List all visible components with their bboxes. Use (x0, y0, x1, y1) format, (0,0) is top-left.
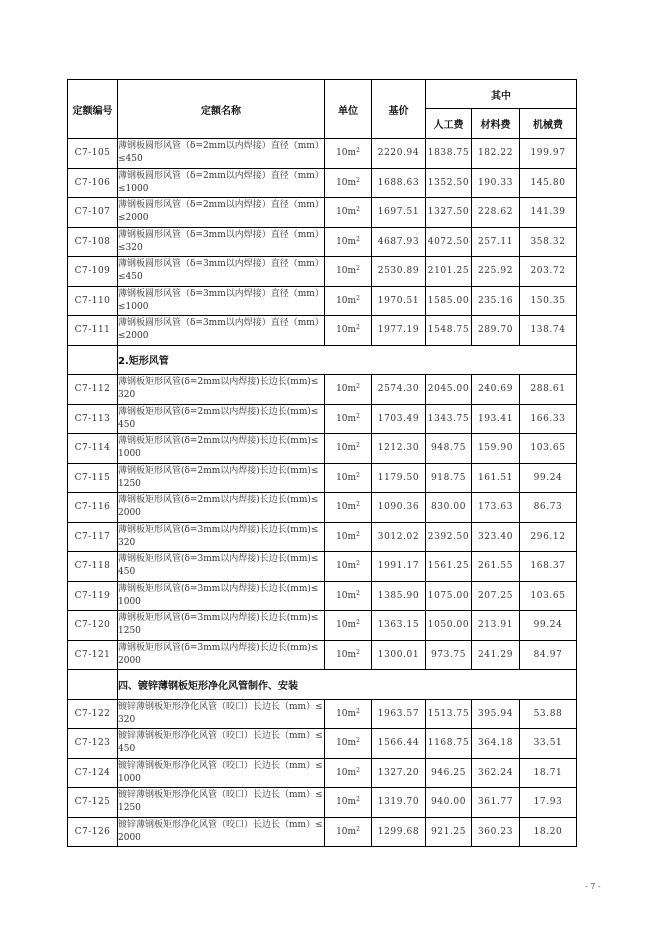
header-of-which: 其中 (426, 80, 577, 109)
machine-cost: 168.37 (520, 552, 577, 582)
labor-cost: 1075.00 (426, 581, 472, 611)
material-cost: 213.91 (472, 611, 520, 641)
labor-cost: 1168.75 (426, 729, 472, 759)
table-row (68, 434, 577, 464)
material-cost: 362.24 (472, 758, 520, 788)
unit-value: 10m (336, 826, 357, 837)
machine-cost: 358.32 (520, 227, 577, 257)
unit-value: 10m (336, 325, 357, 336)
unit-superscript: 2 (356, 766, 360, 774)
header-code: 定额编号 (68, 80, 118, 139)
material-cost: 257.11 (472, 227, 520, 257)
quota-code: C7-113 (68, 404, 118, 434)
quota-unit (325, 463, 372, 493)
table-row (68, 198, 577, 228)
labor-cost: 1838.75 (426, 139, 472, 169)
unit-value: 10m (336, 708, 357, 719)
quota-name: 薄钢板矩形风管(δ=3mm以内焊接)长边长(mm)≤450 (118, 552, 325, 582)
quota-name: 镀锌薄钢板矩形净化风管（咬口）长边长（mm）≤1250 (118, 788, 325, 818)
unit-superscript: 2 (356, 796, 360, 804)
material-cost: 235.16 (472, 286, 520, 316)
labor-cost: 1585.00 (426, 286, 472, 316)
unit-value: 10m (336, 384, 357, 395)
machine-cost: 86.73 (520, 493, 577, 523)
unit-superscript: 2 (356, 324, 360, 332)
quota-code: C7-110 (68, 286, 118, 316)
machine-cost: 145.80 (520, 168, 577, 198)
unit-value: 10m (336, 148, 357, 159)
quota-name: 薄钢板圆形风管（δ=2mm以内焊接）直径（mm）≤1000 (118, 168, 325, 198)
section-title: 2.矩形风管 (118, 345, 577, 375)
unit-superscript: 2 (356, 294, 360, 302)
quota-unit (325, 257, 372, 287)
quota-name: 薄钢板圆形风管（δ=3mm以内焊接）直径（mm）≤320 (118, 227, 325, 257)
base-price: 1327.20 (372, 758, 426, 788)
quota-code: C7-109 (68, 257, 118, 287)
quota-unit (325, 788, 372, 818)
section-code-cell (68, 345, 118, 375)
material-cost: 173.63 (472, 493, 520, 523)
base-price: 1688.63 (372, 168, 426, 198)
quota-code: C7-112 (68, 375, 118, 405)
material-cost: 182.22 (472, 139, 520, 169)
unit-value: 10m (336, 590, 357, 601)
material-cost: 360.23 (472, 817, 520, 847)
table-row (68, 699, 577, 729)
quota-code: C7-117 (68, 522, 118, 552)
machine-cost: 166.33 (520, 404, 577, 434)
unit-superscript: 2 (356, 737, 360, 745)
quota-name: 薄钢板矩形风管(δ=2mm以内焊接)长边长(mm)≤1250 (118, 463, 325, 493)
section-row (68, 345, 577, 375)
base-price: 1970.51 (372, 286, 426, 316)
unit-value: 10m (336, 561, 357, 572)
quota-code: C7-108 (68, 227, 118, 257)
unit-superscript: 2 (356, 383, 360, 391)
page-number: - 7 - (585, 882, 601, 891)
unit-value: 10m (336, 413, 357, 424)
quota-name: 薄钢板矩形风管(δ=2mm以内焊接)长边长(mm)≤1000 (118, 434, 325, 464)
quota-unit (325, 168, 372, 198)
quota-name: 薄钢板矩形风管(δ=3mm以内焊接)长边长(mm)≤1000 (118, 581, 325, 611)
quota-code: C7-119 (68, 581, 118, 611)
material-cost: 228.62 (472, 198, 520, 228)
quota-unit (325, 286, 372, 316)
header-name: 定额名称 (118, 80, 325, 139)
table-row (68, 758, 577, 788)
base-price: 1299.68 (372, 817, 426, 847)
table-row (68, 286, 577, 316)
table-row (68, 316, 577, 346)
quota-name: 镀锌薄钢板矩形净化风管（咬口）长边长（mm）≤450 (118, 729, 325, 759)
section-title: 四、镀锌薄钢板矩形净化风管制作、安装 (118, 670, 577, 700)
unit-superscript: 2 (356, 501, 360, 509)
table-row (68, 817, 577, 847)
table-row (68, 463, 577, 493)
unit-superscript: 2 (356, 176, 360, 184)
machine-cost: 138.74 (520, 316, 577, 346)
quota-code: C7-107 (68, 198, 118, 228)
material-cost: 289.70 (472, 316, 520, 346)
unit-value: 10m (336, 295, 357, 306)
material-cost: 395.94 (472, 699, 520, 729)
table-row (68, 522, 577, 552)
machine-cost: 288.61 (520, 375, 577, 405)
unit-superscript: 2 (356, 530, 360, 538)
table-row (68, 493, 577, 523)
labor-cost: 4072.50 (426, 227, 472, 257)
quota-name: 薄钢板圆形风管（δ=3mm以内焊接）直径（mm）≤2000 (118, 316, 325, 346)
header-material: 材料费 (472, 109, 520, 139)
unit-superscript: 2 (356, 235, 360, 243)
labor-cost: 1561.25 (426, 552, 472, 582)
labor-cost: 918.75 (426, 463, 472, 493)
material-cost: 364.18 (472, 729, 520, 759)
quota-code: C7-123 (68, 729, 118, 759)
table-row (68, 640, 577, 670)
machine-cost: 33.51 (520, 729, 577, 759)
quota-unit (325, 493, 372, 523)
labor-cost: 948.75 (426, 434, 472, 464)
labor-cost: 2101.25 (426, 257, 472, 287)
quota-name: 薄钢板矩形风管(δ=2mm以内焊接)长边长(mm)≤320 (118, 375, 325, 405)
quota-code: C7-122 (68, 699, 118, 729)
unit-value: 10m (336, 472, 357, 483)
quota-name: 薄钢板矩形风管(δ=3mm以内焊接)长边长(mm)≤2000 (118, 640, 325, 670)
table-row (68, 611, 577, 641)
material-cost: 159.90 (472, 434, 520, 464)
unit-value: 10m (336, 620, 357, 631)
labor-cost: 921.25 (426, 817, 472, 847)
base-price: 4687.93 (372, 227, 426, 257)
unit-superscript: 2 (356, 471, 360, 479)
base-price: 1300.01 (372, 640, 426, 670)
table-row (68, 227, 577, 257)
machine-cost: 99.24 (520, 463, 577, 493)
quota-code: C7-106 (68, 168, 118, 198)
base-price: 1977.19 (372, 316, 426, 346)
table-row (68, 139, 577, 169)
quota-unit (325, 375, 372, 405)
section-code-cell (68, 670, 118, 700)
material-cost: 190.33 (472, 168, 520, 198)
quota-name: 薄钢板矩形风管(δ=3mm以内焊接)长边长(mm)≤1250 (118, 611, 325, 641)
unit-value: 10m (336, 266, 357, 277)
table-row (68, 404, 577, 434)
base-price: 1363.15 (372, 611, 426, 641)
labor-cost: 946.25 (426, 758, 472, 788)
quota-code: C7-114 (68, 434, 118, 464)
quota-name: 薄钢板圆形风管（δ=2mm以内焊接）直径（mm）≤450 (118, 139, 325, 169)
material-cost: 193.41 (472, 404, 520, 434)
labor-cost: 1050.00 (426, 611, 472, 641)
material-cost: 361.77 (472, 788, 520, 818)
quota-code: C7-125 (68, 788, 118, 818)
labor-cost: 1327.50 (426, 198, 472, 228)
base-price: 1385.90 (372, 581, 426, 611)
unit-value: 10m (336, 502, 357, 513)
quota-unit (325, 227, 372, 257)
material-cost: 240.69 (472, 375, 520, 405)
unit-superscript: 2 (356, 147, 360, 155)
labor-cost: 1548.75 (426, 316, 472, 346)
base-price: 1703.49 (372, 404, 426, 434)
quota-unit (325, 522, 372, 552)
unit-superscript: 2 (356, 825, 360, 833)
quota-name: 薄钢板圆形风管（δ=3mm以内焊接）直径（mm）≤450 (118, 257, 325, 287)
unit-value: 10m (336, 443, 357, 454)
table-body (68, 139, 577, 847)
base-price: 2220.94 (372, 139, 426, 169)
quota-unit (325, 758, 372, 788)
quota-unit (325, 316, 372, 346)
base-price: 1566.44 (372, 729, 426, 759)
machine-cost: 199.97 (520, 139, 577, 169)
quota-unit (325, 699, 372, 729)
labor-cost: 940.00 (426, 788, 472, 818)
table-row (68, 375, 577, 405)
labor-cost: 2392.50 (426, 522, 472, 552)
machine-cost: 203.72 (520, 257, 577, 287)
quota-name: 薄钢板矩形风管(δ=2mm以内焊接)长边长(mm)≤2000 (118, 493, 325, 523)
machine-cost: 18.71 (520, 758, 577, 788)
base-price: 2530.89 (372, 257, 426, 287)
quota-code: C7-118 (68, 552, 118, 582)
quota-unit (325, 640, 372, 670)
machine-cost: 99.24 (520, 611, 577, 641)
header-machine: 机械费 (520, 109, 577, 139)
quota-unit (325, 817, 372, 847)
unit-superscript: 2 (356, 560, 360, 568)
quota-name: 薄钢板矩形风管(δ=3mm以内焊接)长边长(mm)≤320 (118, 522, 325, 552)
unit-value: 10m (336, 207, 357, 218)
table-row (68, 788, 577, 818)
quota-unit (325, 611, 372, 641)
unit-value: 10m (336, 649, 357, 660)
quota-name: 薄钢板圆形风管（δ=3mm以内焊接）直径（mm）≤1000 (118, 286, 325, 316)
quota-code: C7-115 (68, 463, 118, 493)
quota-unit (325, 404, 372, 434)
quota-code: C7-124 (68, 758, 118, 788)
unit-value: 10m (336, 177, 357, 188)
base-price: 1697.51 (372, 198, 426, 228)
unit-superscript: 2 (356, 265, 360, 273)
quota-code: C7-126 (68, 817, 118, 847)
quota-code: C7-111 (68, 316, 118, 346)
quota-unit (325, 198, 372, 228)
header-unit: 单位 (325, 80, 372, 139)
base-price: 1991.17 (372, 552, 426, 582)
table-row (68, 552, 577, 582)
base-price: 1319.70 (372, 788, 426, 818)
material-cost: 241.29 (472, 640, 520, 670)
quota-name: 镀锌薄钢板矩形净化风管（咬口）长边长（mm）≤320 (118, 699, 325, 729)
quota-name: 薄钢板圆形风管（δ=2mm以内焊接）直径（mm）≤2000 (118, 198, 325, 228)
labor-cost: 1343.75 (426, 404, 472, 434)
quota-name: 镀锌薄钢板矩形净化风管（咬口）长边长（mm）≤2000 (118, 817, 325, 847)
base-price: 1090.36 (372, 493, 426, 523)
machine-cost: 296.12 (520, 522, 577, 552)
unit-superscript: 2 (356, 442, 360, 450)
material-cost: 161.51 (472, 463, 520, 493)
base-price: 1212.30 (372, 434, 426, 464)
base-price: 3012.02 (372, 522, 426, 552)
header-row-1 (68, 80, 577, 109)
unit-value: 10m (336, 767, 357, 778)
quota-name: 薄钢板矩形风管(δ=2mm以内焊接)长边长(mm)≤450 (118, 404, 325, 434)
unit-value: 10m (336, 738, 357, 749)
machine-cost: 18.20 (520, 817, 577, 847)
labor-cost: 2045.00 (426, 375, 472, 405)
table-row (68, 581, 577, 611)
unit-superscript: 2 (356, 707, 360, 715)
unit-value: 10m (336, 236, 357, 247)
machine-cost: 53.88 (520, 699, 577, 729)
quota-unit (325, 434, 372, 464)
material-cost: 261.55 (472, 552, 520, 582)
section-row (68, 670, 577, 700)
base-price: 1963.57 (372, 699, 426, 729)
material-cost: 225.92 (472, 257, 520, 287)
labor-cost: 1513.75 (426, 699, 472, 729)
table-row (68, 729, 577, 759)
quota-table (67, 79, 577, 847)
material-cost: 207.25 (472, 581, 520, 611)
machine-cost: 141.39 (520, 198, 577, 228)
quota-code: C7-121 (68, 640, 118, 670)
base-price: 2574.30 (372, 375, 426, 405)
machine-cost: 84.97 (520, 640, 577, 670)
quota-name: 镀锌薄钢板矩形净化风管（咬口）长边长（mm）≤1000 (118, 758, 325, 788)
quota-code: C7-105 (68, 139, 118, 169)
machine-cost: 103.65 (520, 434, 577, 464)
machine-cost: 103.65 (520, 581, 577, 611)
unit-superscript: 2 (356, 648, 360, 656)
unit-superscript: 2 (356, 206, 360, 214)
base-price: 1179.50 (372, 463, 426, 493)
unit-value: 10m (336, 531, 357, 542)
quota-unit (325, 139, 372, 169)
labor-cost: 830.00 (426, 493, 472, 523)
quota-unit (325, 729, 372, 759)
machine-cost: 150.35 (520, 286, 577, 316)
table-row (68, 168, 577, 198)
labor-cost: 1352.50 (426, 168, 472, 198)
quota-code: C7-120 (68, 611, 118, 641)
unit-superscript: 2 (356, 619, 360, 627)
header-labor: 人工费 (426, 109, 472, 139)
unit-superscript: 2 (356, 412, 360, 420)
quota-unit (325, 581, 372, 611)
labor-cost: 973.75 (426, 640, 472, 670)
header-base-price: 基价 (372, 80, 426, 139)
quota-code: C7-116 (68, 493, 118, 523)
unit-value: 10m (336, 797, 357, 808)
table-row (68, 257, 577, 287)
unit-superscript: 2 (356, 589, 360, 597)
machine-cost: 17.93 (520, 788, 577, 818)
material-cost: 323.40 (472, 522, 520, 552)
quota-unit (325, 552, 372, 582)
